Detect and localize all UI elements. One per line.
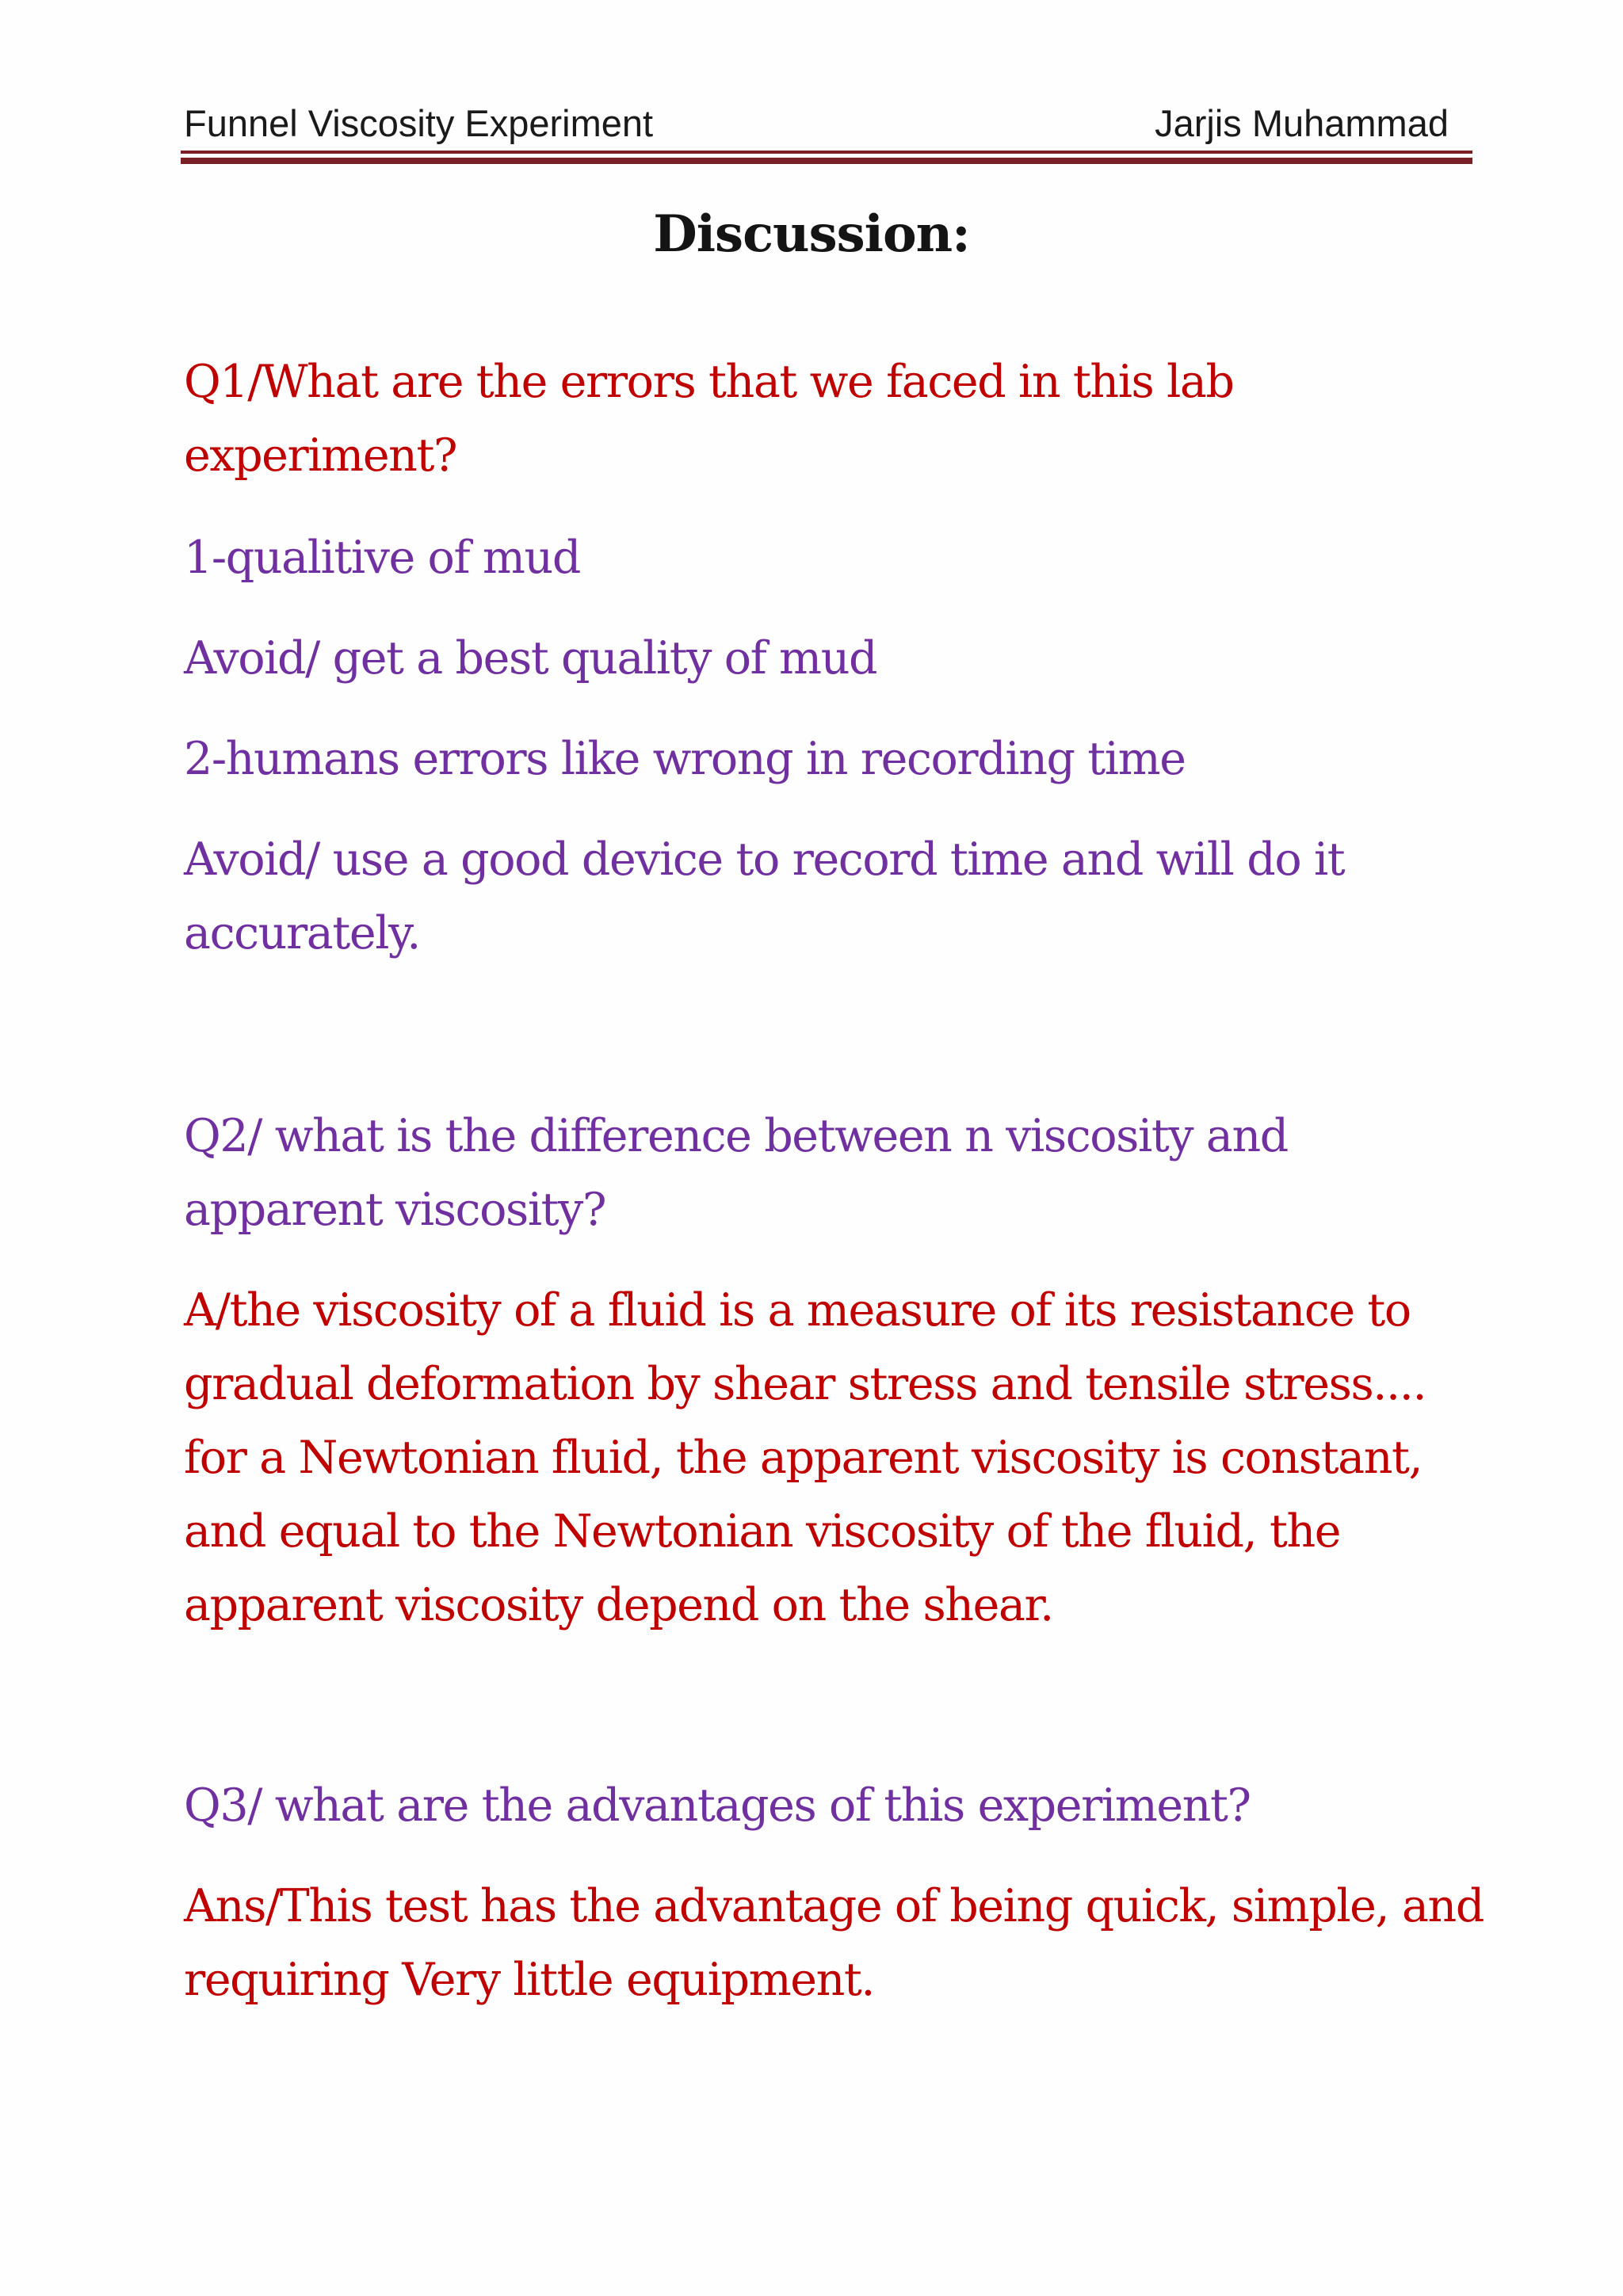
header-title: Funnel Viscosity Experiment — [184, 102, 654, 144]
header-rule-thick — [181, 158, 1472, 164]
section-title: Discussion: — [653, 204, 970, 264]
q1-error-1: 1-qualitive of mud — [184, 532, 580, 584]
q1-error-2: 2-humans errors like wrong in recording time — [184, 733, 1186, 785]
header-author: Jarjis Muhammad — [1155, 102, 1449, 144]
q2-question: Q2/ what is the difference between n viscosity and apparent viscosity? — [184, 1110, 1288, 1236]
q1-avoid-1: Avoid/ get a best quality of mud — [184, 632, 877, 685]
page-header — [184, 93, 1449, 149]
q3-question: Q3/ what are the advantages of this experiment? — [184, 1779, 1251, 1832]
q2-answer: A/the viscosity of a fluid is a measure of its resistance to gradual deformation by shear stress and tensile stress.... for a Newtonian fluid, the apparent viscosity is constant, and equal to the Newtonian viscosity of the fluid, the apparent viscosity depend on the shear. — [184, 1284, 1426, 1631]
q1-question: Q1/What are the errors that we faced in this lab experiment? — [184, 356, 1234, 482]
header-rule-thin — [181, 151, 1472, 154]
q3-answer: Ans/This test has the advantage of being quick, simple, and requiring Very little equipment. — [184, 1880, 1484, 2006]
q1-avoid-2: Avoid/ use a good device to record time and will do it accurately. — [184, 833, 1345, 959]
